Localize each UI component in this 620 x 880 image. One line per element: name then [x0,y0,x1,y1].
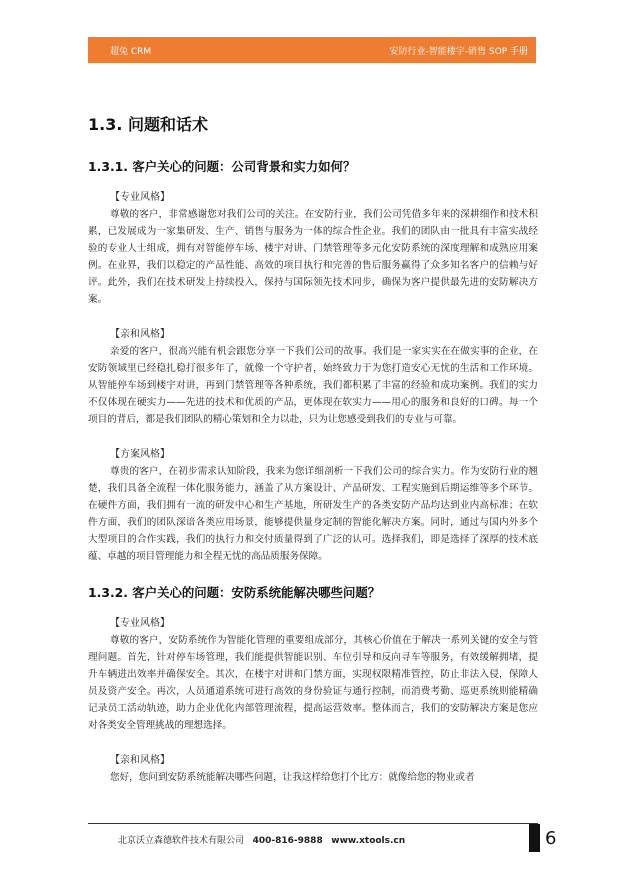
page-footer [118,833,405,846]
section-title: 1.3. 问题和话术 [88,115,208,134]
q2-professional-style [88,615,538,734]
style-label: 【亲和风格】 [110,329,170,340]
style-paragraph: 您好，您问到安防系统能解决哪些问题，让我这样给您打个比方：就像给您的物业或者 [110,772,475,783]
document-body [88,112,538,804]
q2-friendly-style [88,752,538,786]
header-doc-title: 安防行业-智能楼宇-销售 SOP 手册 [389,46,528,57]
style-label: 【亲和风格】 [110,755,170,766]
style-label: 【专业风格】 [110,192,170,203]
q1-professional-style [88,189,538,308]
question-2-title: 1.3.2. 客户关心的问题：安防系统能解决哪些问题？ [88,585,381,600]
q1-friendly-style [88,326,538,428]
q1-solution-style [88,446,538,565]
footer-divider [88,823,538,824]
style-paragraph: 尊敬的客户，非常感谢您对我们公司的关注。在安防行业，我们公司凭借多年来的深耕细作和技术积累，已发展成为一家集研发、生产、销售与服务为一体的综合性企业。我们的团队由一批具有丰富实战经验的专业人士组成，拥有对智能停车场、楼宇对讲、门禁管理等多元化安防系统的深度理解和成熟应用案例。在业界，我们以稳定的产品性能、高效的项目执行和完善的售后服务赢得了众多知名客户的信赖与好评。此外，我们在技术研发上持续投入，保持与国际领先技术同步，确保为客户提供最先进的安防解决方案。 [88,209,538,305]
style-paragraph: 尊敬的客户，安防系统作为智能化管理的重要组成部分，其核心价值在于解决一系列关键的安全与管理问题。首先，针对停车场管理，我们能提供智能识别、车位引导和反向寻车等服务，有效缓解拥堵，提升车辆进出效率并确保安全。其次，在楼宇对讲和门禁方面，实现权限精准管控，防止非法入侵，保障人员及资产安全。再次，人员通道系统可进行高效的身份验证与通行控制，而消费考勤、巡更系统则能精确记录员工活动轨迹，助力企业优化内部管理流程，提高运营效率。整体而言，我们的安防解决方案是您应对各类安全管理挑战的理想选择。 [88,635,538,731]
footer-company: 北京沃立森德软件技术有限公司 [118,836,245,846]
style-paragraph: 尊贵的客户，在初步需求认知阶段，我来为您详细剖析一下我们公司的综合实力。作为安防行业的翘楚，我们具备全流程一体化服务能力，涵盖了从方案设计、产品研发、工程实施到后期运维等多个环节。在硬件方面，我们拥有一流的研发中心和生产基地，所研发生产的各类安防产品均达到业内高标准；在软件方面，我们的团队深谙各类应用场景，能够提供量身定制的智能化解决方案。同时，通过与国内外多个大型项目的合作实践，我们的执行力和交付质量得到了广泛的认可。选择我们，即是选择了深厚的技术底蕴、卓越的项目管理能力和全程无忧的高品质服务保障。 [88,466,538,562]
style-paragraph: 亲爱的客户，很高兴能有机会跟您分享一下我们公司的故事。我们是一家实实在在做实事的企业，在安防领域里已经稳扎稳打很多年了，就像一个守护者，始终致力于为您打造安心无忧的生活和工作环境。从智能停车场到楼宇对讲，再到门禁管理等各种系统，我们都积累了丰富的经验和成功案例。我们的实力不仅体现在硬实力——先进的技术和优质的产品，更体现在软实力——用心的服务和良好的口碑。每一个项目的背后，都是我们团队的精心策划和全力以赴，只为让您感受到我们的专业与可靠。 [88,346,538,425]
page-number-marker [529,824,540,852]
style-label: 【方案风格】 [110,449,170,460]
footer-website: www.xtools.cn [331,836,406,846]
question-1-title: 1.3.1. 客户关心的问题：公司背景和实力如何？ [88,159,356,174]
page-number: 6 [545,828,557,849]
footer-phone: 400-816-9888 [252,836,323,846]
page-header [88,37,536,63]
header-brand: 超兔 CRM [110,46,152,57]
style-label: 【专业风格】 [110,618,170,629]
